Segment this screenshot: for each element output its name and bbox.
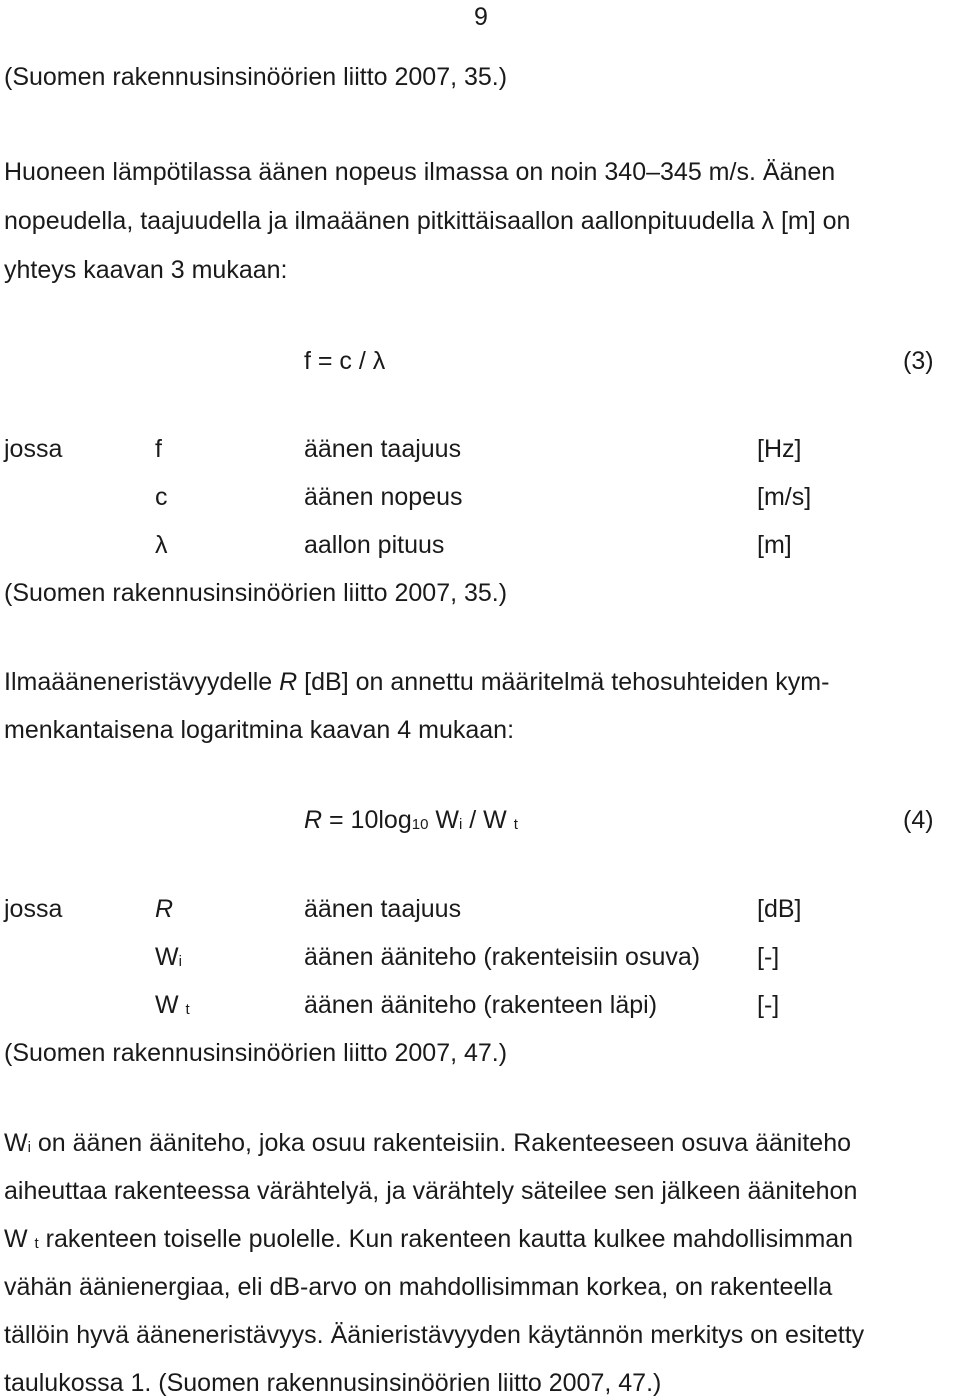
para3-line-4: vähän äänienergiaa, eli dB-arvo on mahdollisimman korkea, on rakenteella xyxy=(4,1273,833,1301)
para3-line-6: taulukossa 1. (Suomen rakennusinsinöörien liitto 2007, 47.) xyxy=(4,1369,662,1397)
legend-4-symbol-wt xyxy=(155,990,190,1025)
formula-4-expression xyxy=(304,805,518,840)
formula-4-slash: / W xyxy=(462,806,514,834)
legend-3-symbol-f: f xyxy=(155,435,162,463)
formula-4-w2-sub: t xyxy=(513,816,518,833)
formula-3-number: (3) xyxy=(903,347,934,375)
citation-3: (Suomen rakennusinsinöörien liitto 2007, 47.) xyxy=(4,1039,508,1067)
citation-1: (Suomen rakennusinsinöörien liitto 2007, 35.) xyxy=(4,63,508,91)
legend-3-symbol-c: c xyxy=(155,483,168,511)
para1-line-1: Huoneen lämpötilassa äänen nopeus ilmassa on noin 340–345 m/s. Äänen xyxy=(4,158,836,186)
para3-line-3 xyxy=(4,1224,853,1259)
para3-line-5: tällöin hyvä ääneneristävyys. Äänieristävyyden käytännön merkitys on esitetty xyxy=(4,1321,865,1349)
para3-symbol-wt: W xyxy=(4,1225,35,1253)
legend-4-intro: jossa xyxy=(4,895,63,923)
legend-4-symbol-r: R xyxy=(155,895,174,923)
para2-line-1 xyxy=(4,667,829,697)
legend-4-symbol-wt-sub: t xyxy=(185,1001,190,1018)
legend-3-desc-c: äänen nopeus xyxy=(304,483,463,511)
formula-4-w1: W xyxy=(428,806,459,834)
legend-4-symbol-wi-base: W xyxy=(155,943,179,971)
formula-4-number: (4) xyxy=(903,806,934,834)
para3-symbol-w-sub: i xyxy=(27,1139,31,1156)
para2-symbol-r: R xyxy=(279,668,298,696)
page-number: 9 xyxy=(474,3,488,31)
formula-4-log-base: 10 xyxy=(411,816,429,833)
para3-line-1 xyxy=(4,1128,851,1163)
legend-3-intro: jossa xyxy=(4,435,63,463)
legend-4-unit-wt: [-] xyxy=(757,991,780,1019)
para2-text-after: [dB] on annettu määritelmä tehosuhteiden kym- xyxy=(297,668,830,696)
legend-3-desc-f: äänen taajuus xyxy=(304,435,462,463)
para3-symbol-w: W xyxy=(4,1129,28,1157)
legend-3-unit-c: [m/s] xyxy=(757,483,812,511)
para2-line-2: menkantaisena logaritmina kaavan 4 mukaan: xyxy=(4,716,515,744)
para1-line-3: yhteys kaavan 3 mukaan: xyxy=(4,256,288,284)
formula-3-expression: f = c / λ xyxy=(304,347,386,375)
legend-4-desc-r: äänen taajuus xyxy=(304,895,462,923)
legend-3-unit-f: [Hz] xyxy=(757,435,802,463)
legend-4-symbol-wt-base: W xyxy=(155,991,186,1019)
para3-symbol-wt-sub: t xyxy=(34,1235,39,1252)
citation-2: (Suomen rakennusinsinöörien liitto 2007, 35.) xyxy=(4,579,508,607)
legend-3-desc-lambda: aallon pituus xyxy=(304,531,445,559)
legend-4-unit-r: [dB] xyxy=(757,895,802,923)
formula-4-eq: = 10log xyxy=(322,806,412,834)
para2-text-before: Ilmaääneneristävyydelle xyxy=(4,668,280,696)
formula-4-w1-sub: i xyxy=(458,816,463,833)
legend-4-symbol-wi-sub: i xyxy=(178,953,182,970)
legend-4-unit-wi: [-] xyxy=(757,943,780,971)
legend-4-symbol-wi xyxy=(155,942,182,977)
legend-3-symbol-lambda: λ xyxy=(155,531,168,559)
legend-4-desc-wt: äänen ääniteho (rakenteen läpi) xyxy=(304,991,658,1019)
formula-4-lhs: R xyxy=(304,806,323,834)
legend-4-desc-wi: äänen ääniteho (rakenteisiin osuva) xyxy=(304,943,701,971)
para1-line-2: nopeudella, taajuudella ja ilmaäänen pitkittäisaallon aallonpituudella λ [m] on xyxy=(4,207,851,235)
legend-3-unit-lambda: [m] xyxy=(757,531,792,559)
para3-line-3-text: rakenteen toiselle puolelle. Kun rakenteen kautta kulkee mahdollisimman xyxy=(38,1225,854,1253)
para3-line-2: aiheuttaa rakenteessa värähtelyä, ja värähtely säteilee sen jälkeen äänitehon xyxy=(4,1177,858,1205)
para3-line-1-text: on äänen ääniteho, joka osuu rakenteisiin. Rakenteeseen osuva ääniteho xyxy=(30,1129,851,1157)
